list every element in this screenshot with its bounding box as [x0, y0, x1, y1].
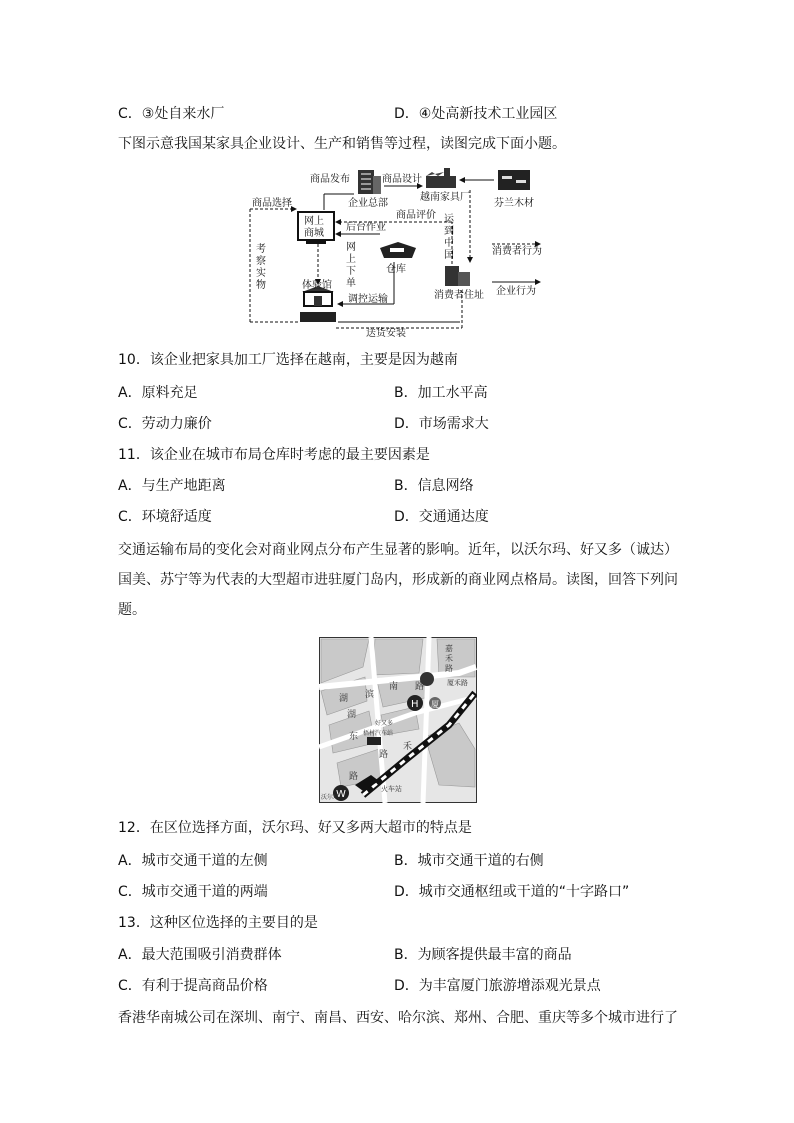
w-marker-label: W	[336, 789, 346, 800]
road-label-bin: 滨	[365, 690, 375, 700]
q12-option-d: D．城市交通枢纽或干道的“十字路口”	[394, 884, 630, 900]
jiahe-road-3: 路	[445, 664, 453, 673]
xiamen-intro-line-2: 国美、苏宁等为代表的大型超市进驻厦门岛内，形成新的商业网点格局。读图，回答下列问	[118, 572, 678, 588]
warehouse-icon	[380, 242, 416, 258]
road-label-dong: 东	[349, 732, 359, 742]
road-label-nan: 南	[389, 682, 399, 692]
label-inspect-4: 物	[256, 280, 266, 291]
label-release: 商品发布	[310, 174, 350, 185]
q10-stem: 10．该企业把家具加工厂选择在越南，主要是因为越南	[118, 352, 458, 368]
q13-option-a: A．最大范围吸引消费群体	[118, 947, 282, 963]
label-residence: 消费者住址	[434, 290, 484, 301]
label-ship-4: 国	[444, 250, 454, 261]
q10-option-b: B．加工水平高	[394, 385, 488, 401]
jiahe-road-2: 禾	[445, 654, 453, 663]
label-ship-1: 运	[444, 214, 454, 225]
hq-building-icon	[358, 170, 381, 194]
xiahe-road-label: 厦禾路	[447, 679, 468, 687]
next-passage-first-line: 香港华南城公司在深圳、南宁、南昌、西安、哈尔滨、郑州、合肥、重庆等多个城市进行了	[118, 1010, 678, 1026]
road-label-hu-2: 湖	[347, 710, 357, 720]
bus-station-icon	[367, 737, 381, 745]
label-exp-hall: 体验馆	[302, 280, 332, 291]
small-label-1: 好又多	[375, 720, 394, 727]
label-order-1: 网	[346, 242, 356, 253]
residence-icon	[445, 266, 470, 286]
road-label-hu-1: 湖	[339, 694, 349, 704]
label-order-2: 上	[346, 254, 356, 265]
label-review: 商品评价	[396, 210, 436, 221]
label-ship-2: 到	[444, 226, 454, 237]
label-delivery: 送货安装	[366, 328, 406, 338]
xia-label: 厦	[431, 700, 439, 709]
q11-option-d: D．交通通达度	[394, 509, 489, 525]
label-mall-2: 商城	[304, 228, 324, 239]
q12-stem: 12．在区位选择方面，沃尔玛、好又多两大超市的特点是	[118, 820, 472, 836]
furniture-intro: 下图示意我国某家具企业设计、生产和销售等过程，读图完成下面小题。	[118, 136, 566, 152]
label-mall-1: 网上	[304, 216, 324, 227]
q11-stem: 11．该企业在城市布局仓库时考虑的最主要因素是	[118, 447, 430, 463]
q12-option-a: A．城市交通干道的左侧	[118, 853, 268, 869]
q13-option-d: D．为丰富厦门旅游增添观光景点	[394, 978, 601, 994]
q9-option-d: D．④处高新技术工业园区	[394, 106, 558, 122]
q10-option-c: C．劳动力廉价	[118, 416, 212, 432]
label-backend: 后台作业	[346, 222, 386, 233]
road-label-lu-3: 路	[349, 772, 359, 782]
label-order-4: 单	[346, 278, 356, 289]
bus-station-label: 梧村汽车站	[363, 730, 394, 737]
q12-option-c: C．城市交通干道的两端	[118, 884, 268, 900]
jiahe-road-1: 嘉	[445, 644, 453, 653]
xiamen-intro-line-1: 交通运输布局的变化会对商业网点分布产生显著的影响。近年，以沃尔玛、好又多（诚达）	[118, 542, 678, 558]
q10-option-a: A．原料充足	[118, 385, 198, 401]
label-inspect-3: 实	[256, 268, 266, 279]
q11-option-a: A．与生产地距离	[118, 478, 226, 494]
q13-option-b: B．为顾客提供最丰富的商品	[394, 947, 572, 963]
station-label: 火车站	[381, 785, 402, 793]
small-label-2: 沃尔玛	[321, 794, 340, 801]
label-design: 商品设计	[382, 174, 422, 185]
label-order-3: 下	[346, 266, 356, 277]
label-factory: 越南家具厂	[420, 192, 470, 203]
label-enterprise-behaviour: 企业行为	[496, 286, 536, 297]
label-ship-3: 中	[444, 238, 454, 249]
road-label-lu: 路	[415, 682, 425, 692]
q10-option-d: D．市场需求大	[394, 416, 489, 432]
experience-hall-icon	[300, 286, 336, 322]
label-hq: 企业总部	[348, 198, 388, 209]
q9-option-c: C．③处自来水厂	[118, 106, 225, 122]
label-dispatch: 调控运输	[348, 294, 388, 305]
q11-option-c: C．环境舒适度	[118, 509, 212, 525]
label-consumer-behaviour: 消费者行为	[492, 246, 542, 257]
label-inspect-2: 察	[256, 256, 266, 267]
timber-icon	[498, 170, 530, 190]
label-select: 商品选择	[252, 198, 292, 209]
q13-option-c: C．有利于提高商品价格	[118, 978, 268, 994]
h-marker-label: H	[411, 699, 419, 710]
furniture-process-diagram	[240, 162, 550, 338]
road-label-he: 禾	[403, 742, 413, 752]
factory-icon	[426, 168, 456, 188]
road-label-lu-2: 路	[379, 750, 389, 760]
q11-option-b: B．信息网络	[394, 478, 474, 494]
q12-option-b: B．城市交通干道的右侧	[394, 853, 544, 869]
q13-stem: 13．这种区位选择的主要目的是	[118, 915, 318, 931]
label-inspect-1: 考	[256, 244, 266, 255]
xiamen-intro-line-3: 题。	[118, 602, 146, 618]
label-warehouse: 仓库	[386, 264, 406, 275]
xiamen-commerce-map	[319, 637, 477, 803]
label-timber: 芬兰木材	[494, 198, 534, 209]
